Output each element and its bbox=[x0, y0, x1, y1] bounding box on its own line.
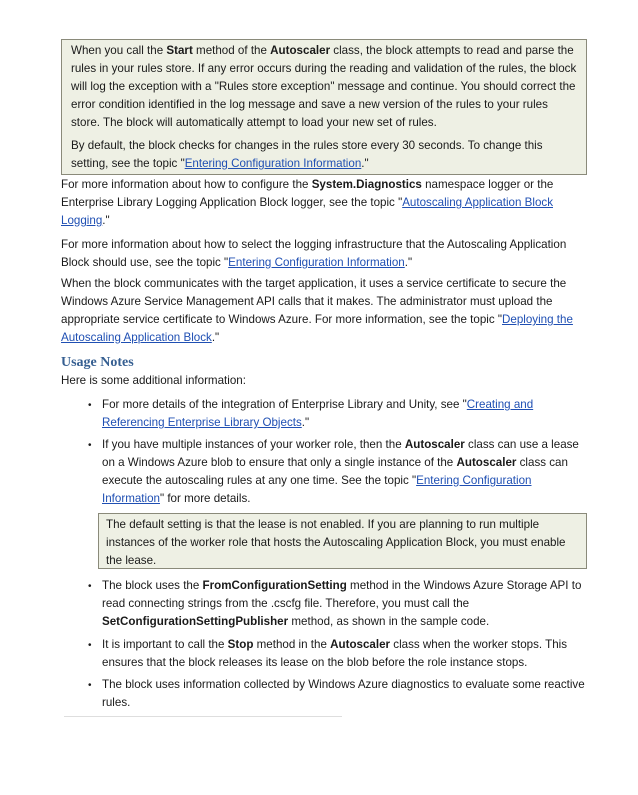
footnote-divider bbox=[64, 716, 342, 717]
link-entering-configuration-information[interactable]: Entering Configuration Information bbox=[184, 157, 362, 170]
text: namespace logger or the Enterprise Library Logging Application Block logger, see the topic " bbox=[61, 178, 554, 209]
note-box-lease bbox=[98, 513, 587, 569]
code-term-setconfigurationsettingpublisher: SetConfigurationSettingPublisher bbox=[102, 615, 289, 628]
link-creating-and-referencing-objects[interactable]: Creating and Referencing Enterprise Library Objects bbox=[102, 398, 534, 429]
bullet-icon: • bbox=[88, 680, 92, 691]
text: It is important to call the bbox=[102, 638, 228, 651]
text: By default, the block checks for changes in the rules store every 30 seconds. To change this setting, see the topic " bbox=[71, 139, 543, 170]
section-heading-usage-notes: Usage Notes bbox=[61, 355, 134, 370]
note-paragraph-lease: The default setting is that the lease is not enabled. If you are planning to run multiple instances of the worker role that hosts the Autoscaling Application Block, you must enable the lease. bbox=[106, 518, 566, 567]
text: For more details of the integration of Enterprise Library and Unity, see " bbox=[102, 398, 467, 411]
code-term-autoscaler: Autoscaler bbox=[456, 456, 517, 469]
note-box-rules-store bbox=[61, 39, 587, 175]
text: ." bbox=[102, 214, 110, 227]
text: method in the Windows Azure Storage API to read connecting strings from the .cscfg file. Therefore, you must call the bbox=[102, 579, 582, 610]
list-item-worker-role-lease bbox=[102, 436, 587, 508]
list-item-unity-integration bbox=[102, 396, 587, 432]
text: For more information about how to configure the bbox=[61, 178, 312, 191]
usage-intro: Here is some additional information: bbox=[61, 374, 246, 387]
text: If you have multiple instances of your worker role, then the bbox=[102, 438, 405, 451]
text: " for more details. bbox=[160, 492, 251, 505]
text: method in the bbox=[253, 638, 331, 651]
text: The block uses the bbox=[102, 579, 203, 592]
link-deploying-the-autoscaling-application-block[interactable]: Deploying the Autoscaling Application Block bbox=[61, 313, 573, 344]
text: ." bbox=[404, 256, 413, 269]
bullet-icon: • bbox=[88, 581, 92, 592]
code-term-stop: Stop bbox=[227, 638, 254, 651]
text: ." bbox=[361, 157, 369, 170]
text: class can execute the autoscaling rules at any one time. See the topic " bbox=[102, 456, 568, 487]
text: For more information about how to select the logging infrastructure that the Autoscaling Application Block should use, see the topic " bbox=[61, 238, 567, 269]
text: method, as shown in the sample code. bbox=[288, 615, 490, 628]
text: When you call the bbox=[71, 44, 167, 57]
code-term-fromconfigurationsetting: FromConfigurationSetting bbox=[202, 579, 347, 592]
text: class when the worker stops. This ensures that the block releases its lease on the blob before the role instance stops. bbox=[102, 638, 568, 669]
bullet-icon: • bbox=[88, 640, 92, 651]
bullet-icon: • bbox=[88, 440, 92, 451]
note-paragraph-default-check bbox=[71, 137, 578, 173]
list-item-stop-method bbox=[102, 636, 587, 672]
text: When the block communicates with the target application, it uses a service certificate to secure the Windows Azure Service Management API calls that it makes. The administrator must upload the appropriate service certificate to Windows Azure. For more information, see the topic " bbox=[61, 277, 567, 326]
link-entering-configuration-information[interactable]: Entering Configuration Information bbox=[102, 474, 532, 505]
text: ." bbox=[301, 416, 310, 429]
text: class, the block attempts to read and parse the rules in your rules store. If any error occurs during the reading and validation of the rules, the block will log the exception with a "Rules store exception" message and continue. You should correct the error condition identified in the log message and save a new version of the rules to your rules store. The block will automatically attempt to load your new set of rules. bbox=[71, 44, 577, 129]
paragraph-diagnostics-logger bbox=[61, 176, 583, 230]
code-term-autoscaler: Autoscaler bbox=[270, 44, 331, 57]
code-term-autoscaler: Autoscaler bbox=[330, 638, 391, 651]
link-entering-configuration-information[interactable]: Entering Configuration Information bbox=[228, 256, 405, 269]
paragraph-service-certificate bbox=[61, 275, 583, 347]
paragraph-logging-infrastructure bbox=[61, 236, 583, 272]
link-autoscaling-application-block-logging[interactable]: Autoscaling Application Block Logging bbox=[61, 196, 553, 227]
code-term-start: Start bbox=[166, 44, 193, 57]
list-item-configuration-setting bbox=[102, 577, 587, 631]
list-item-diagnostics bbox=[102, 676, 587, 712]
bullet-icon: • bbox=[88, 400, 92, 411]
text: ." bbox=[211, 331, 220, 344]
code-term-system-diagnostics: System.Diagnostics bbox=[311, 178, 422, 191]
code-term-autoscaler: Autoscaler bbox=[404, 438, 465, 451]
text: The block uses information collected by Windows Azure diagnostics to evaluate some reactive rules. bbox=[102, 678, 585, 709]
text: method of the bbox=[192, 44, 271, 57]
note-paragraph-start-method bbox=[71, 42, 578, 132]
text: class can use a lease on a Windows Azure blob to ensure that only a single instance of the bbox=[102, 438, 579, 469]
